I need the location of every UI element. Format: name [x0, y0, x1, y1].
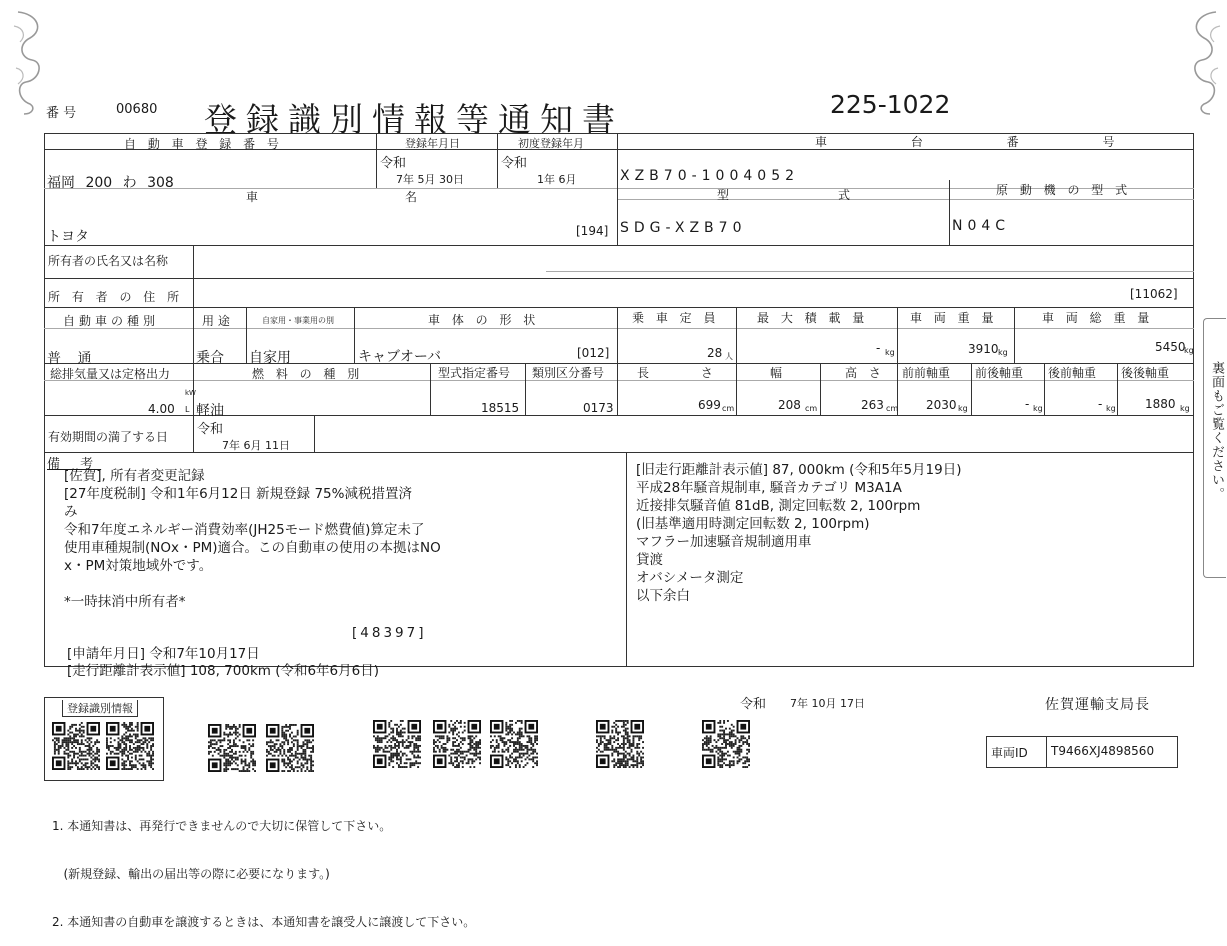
fr-axle-value: -	[1025, 397, 1030, 411]
gross-weight-value: 5450	[1155, 340, 1186, 354]
remark-line: [佐賀], 所有者変更記録	[64, 468, 205, 484]
weight-value: 3910	[968, 342, 999, 356]
owner-addr-code: [11062]	[1130, 287, 1178, 301]
reg-era: 令和	[380, 156, 407, 171]
body-code: [012]	[577, 346, 610, 360]
qr-code	[266, 724, 314, 772]
remark-line: (旧基準適用時測定回転数 2, 100rpm)	[636, 516, 870, 532]
remark-line: 近接排気騒音値 81dB, 測定回転数 2, 100rpm	[636, 498, 921, 514]
qr-code	[596, 720, 644, 768]
height-label: 高 さ	[845, 366, 885, 380]
width-unit: cm	[805, 404, 818, 413]
height-value: 263	[861, 398, 884, 412]
weight-unit: kg	[998, 348, 1008, 357]
engine-label: 原 動 機 の 型 式	[996, 183, 1132, 197]
vehicle-type-label: 自動車の種別	[63, 314, 160, 328]
length-value: 699	[698, 398, 721, 412]
model-label-1: 型	[717, 188, 730, 202]
qr-box-label: 登録識別情報	[62, 700, 138, 717]
ff-axle-label: 前前軸重	[902, 366, 951, 380]
displacement-unit-l: L	[185, 405, 190, 414]
reg-date: 7年 5月 30日	[396, 173, 464, 186]
side-tab-text: 裏面もご覧ください。	[1209, 361, 1224, 501]
remark-line: オバシメータ測定	[636, 570, 744, 586]
displacement-unit-kw: kW	[185, 389, 196, 397]
qr-code	[433, 720, 481, 768]
first-reg-era: 令和	[501, 156, 528, 171]
rr-axle-value: 1880	[1145, 397, 1176, 411]
remark-line: [27年度税制] 令和1年6月12日 新規登録 75%減税措置済	[64, 486, 412, 502]
corner-ornament-right	[1184, 8, 1224, 118]
vehicle-id-label: 車両ID	[991, 746, 1028, 760]
model-value: SDG-XZB70	[620, 220, 747, 236]
max-load-label: 最 大 積 載 量	[757, 311, 869, 325]
note-line: (新規登録、輸出の届出等の際に必要になります。)	[52, 867, 330, 881]
type-designation-label: 型式指定番号	[438, 366, 511, 380]
remark-line: 使用車種規制(NOx・PM)適合。この自動車の使用の本拠はNO	[64, 540, 441, 556]
number-value: 00680	[116, 102, 158, 117]
remark-line: み	[64, 504, 78, 520]
owner-addr-label: 所 有 者 の 住 所	[48, 290, 184, 304]
max-load-value: -	[876, 341, 881, 355]
car-name-code: [194]	[576, 224, 609, 238]
model-label-2: 式	[838, 188, 851, 202]
owner-name-label: 所有者の氏名又は名称	[48, 254, 169, 268]
fuel-value: 軽油	[196, 403, 224, 419]
ff-axle-value: 2030	[926, 398, 957, 412]
use-value: 乗合	[196, 350, 224, 366]
rr-axle-label: 後後軸重	[1121, 366, 1170, 380]
body-label: 車 体 の 形 状	[428, 313, 540, 327]
reg-no-label: 自 動 車 登 録 番 号	[124, 137, 283, 151]
length-label: 長 さ	[637, 366, 737, 380]
remark-line: マフラー加速騒音規制適用車	[636, 534, 812, 550]
issue-date: 7年 10月 17日	[790, 697, 865, 710]
width-label: 幅	[770, 366, 783, 380]
remark-line: x・PM対策地域外です。	[64, 558, 213, 574]
fuel-label: 燃 料 の 種 別	[252, 367, 364, 381]
remark-line: *一時抹消中所有者*	[64, 594, 186, 610]
vehicle-id-box	[986, 736, 1178, 768]
max-load-unit: kg	[885, 348, 895, 357]
body-value: キャブオーバ	[358, 349, 442, 365]
height-unit: cm	[886, 404, 899, 413]
type-designation-value: 18515	[481, 401, 520, 415]
issuing-authority: 佐賀運輸支局長	[1045, 697, 1150, 713]
remark-line: 以下余白	[636, 588, 690, 604]
engine-value: N04C	[952, 218, 1011, 234]
rf-axle-label: 後前軸重	[1048, 366, 1097, 380]
private-label: 自家用・事業用の別	[262, 316, 334, 325]
side-tab	[1203, 318, 1226, 578]
remark-line: 令和7年度エネルギー消費効率(JH25モード燃費値)算定未了	[64, 522, 425, 538]
stamp-number: 225-1022	[830, 90, 951, 119]
gross-weight-unit: kg	[1184, 346, 1194, 355]
first-reg-date: 1年 6月	[537, 173, 577, 186]
number-label: 番 号	[46, 106, 77, 121]
first-reg-label: 初度登録年月	[518, 137, 584, 150]
rr-axle-unit: kg	[1180, 404, 1190, 413]
gross-weight-label: 車 両 総 重 量	[1042, 311, 1154, 325]
fr-axle-unit: kg	[1033, 404, 1043, 413]
rf-axle-value: -	[1098, 397, 1103, 411]
qr-code	[373, 720, 421, 768]
remark-line	[64, 575, 441, 593]
qr-code	[702, 720, 750, 768]
displacement-value: 4.00	[148, 402, 175, 416]
remarks-left	[64, 467, 441, 611]
expiry-era: 令和	[197, 422, 224, 437]
chassis-value: XZB70-1004052	[620, 168, 800, 184]
chassis-label: 車 台 番 号	[815, 135, 1155, 149]
width-value: 208	[778, 398, 801, 412]
expiry-label: 有効期間の満了する日	[48, 430, 169, 444]
remark-line: 平成28年騒音規制車, 騒音カテゴリ M3A1A	[636, 480, 902, 496]
capacity-unit: 人	[725, 352, 733, 361]
car-name-label-2: 名	[405, 190, 418, 204]
reg-date-label: 登録年月日	[405, 137, 460, 150]
car-name-value: トヨタ	[47, 229, 89, 245]
footer-notes	[52, 786, 475, 946]
category-value: 0173	[583, 401, 614, 415]
expiry-date: 7年 6月 11日	[222, 439, 290, 452]
vehicle-id-value: T9466XJ4898560	[1051, 744, 1155, 758]
reg-no-value: 福岡 200 わ 308	[47, 175, 174, 191]
qr-code	[106, 722, 154, 770]
note-line: 2. 本通知書の自動車を譲渡するときは、本通知書を譲受人に譲渡して下さい。	[52, 915, 476, 929]
rf-axle-unit: kg	[1106, 404, 1116, 413]
weight-label: 車 両 重 量	[910, 311, 998, 325]
ff-axle-unit: kg	[958, 404, 968, 413]
qr-code	[52, 722, 100, 770]
use-label: 用 途	[202, 314, 230, 328]
fr-axle-label: 前後軸重	[975, 366, 1024, 380]
note-line: 1. 本通知書は、再発行できませんので大切に保管して下さい。	[52, 819, 392, 833]
qr-code	[490, 720, 538, 768]
odometer-reading: [走行距離計表示値] 108, 700km (令和6年6月6日)	[67, 663, 380, 679]
private-value: 自家用	[249, 350, 291, 366]
car-name-label-1: 車	[246, 190, 259, 204]
length-unit: cm	[722, 404, 735, 413]
document-title: 登録識別情報等通知書	[204, 100, 624, 139]
remarks-code: [48397]	[352, 625, 427, 641]
qr-code	[208, 724, 256, 772]
remark-line: [旧走行距離計表示値] 87, 000km (令和5年5月19日)	[636, 462, 962, 478]
displacement-label: 総排気量又は定格出力	[50, 367, 171, 381]
remark-line: 貸渡	[636, 552, 663, 568]
application-date: [申請年月日] 令和7年10月17日	[67, 646, 260, 662]
capacity-label: 乗 車 定 員	[632, 311, 720, 325]
issue-era: 令和	[740, 697, 767, 712]
category-label: 類別区分番号	[532, 366, 605, 380]
remarks-label: 備 考	[47, 457, 102, 472]
vehicle-type-value: 普 通	[47, 351, 98, 367]
capacity-value: 28	[707, 346, 723, 360]
remarks-right	[636, 461, 962, 605]
